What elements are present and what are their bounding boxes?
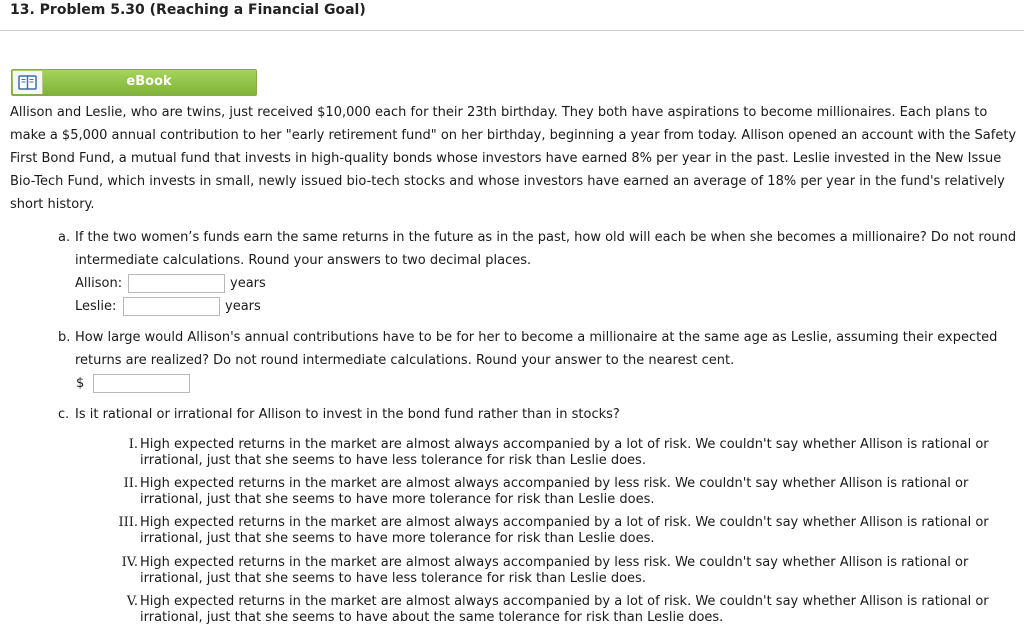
book-icon [13,71,43,94]
part-b-question-line1: How large would Allison's annual contributions have to be for her to become a millionaire at the same age as Leslie, assuming their expected [75,330,998,345]
option-number: IV. [121,555,138,570]
option-text-line2: irrational, just that she seems to have more tolerance for risk than Leslie does. [140,492,655,507]
intro-line: make a $5,000 annual contribution to her "early retirement fund" on her birthday, beginning a year from today. Allison opened an account with the Safety [10,128,1017,143]
ebook-button[interactable] [11,69,257,96]
option-text-line2: irrational, just that she seems to have about the same tolerance for risk than Leslie does. [140,610,724,625]
option-text-line1: High expected returns in the market are almost always accompanied by a lot of risk. We couldn't say whether Allison is rational or [140,437,989,452]
option-number: I. [128,437,138,452]
option-number: III. [118,515,138,530]
option-text-line1: High expected returns in the market are almost always accompanied by a lot of risk. We couldn't say whether Allison is rational or [140,515,989,530]
part-c-question: Is it rational or irrational for Allison to invest in the bond fund rather than in stocks? [75,407,620,422]
part-b-question-line2: returns are realized? Do not round intermediate calculations. Round your answer to the nearest cent. [75,353,735,368]
leslie-unit: years [225,299,261,314]
problem-title: 13. Problem 5.30 (Reaching a Financial Goal) [10,2,366,18]
option-text-line1: High expected returns in the market are almost always accompanied by a lot of risk. We couldn't say whether Allison is rational or [140,594,989,609]
part-a-label: a. [58,230,71,245]
option-text-line2: irrational, just that she seems to have less tolerance for risk than Leslie does. [140,453,646,468]
intro-line: Bio-Tech Fund, which invests in small, newly issued bio-tech stocks and whose investors have earned an average of 18% per year in the fund's relatively [10,174,1005,189]
intro-line: short history. [10,197,95,212]
part-a-question-line2: intermediate calculations. Round your answers to two decimal places. [75,253,532,268]
option-text-line2: irrational, just that she seems to have more tolerance for risk than Leslie does. [140,531,655,546]
contribution-input[interactable] [93,374,190,393]
intro-line: First Bond Fund, a mutual fund that invests in high-quality bonds whose investors have earned 8% per year in the past. Leslie invested in the New Issue [10,151,1002,166]
option-number: II. [123,476,138,491]
problem-intro [10,101,1024,216]
part-c-label: c. [58,407,70,422]
allison-age-input[interactable] [128,274,225,293]
part-a-question-line1: If the two women’s funds earn the same returns in the future as in the past, how old will each be when she becomes a millionaire? Do not round [75,230,1017,245]
currency-symbol: $ [76,376,85,391]
intro-line: Allison and Leslie, who are twins, just received $10,000 each for their 23th birthday. They both have aspirations to become millionaires. Each plans to [10,105,988,120]
option-text-line1: High expected returns in the market are almost always accompanied by less risk. We couldn't say whether Allison is rational or [140,476,969,491]
part-b-label: b. [58,330,71,345]
option-text-line1: High expected returns in the market are almost always accompanied by less risk. We couldn't say whether Allison is rational or [140,555,969,570]
option-number: V. [126,594,138,609]
leslie-label: Leslie: [75,299,117,314]
allison-unit: years [230,276,266,291]
title-divider [0,30,1024,31]
leslie-age-input[interactable] [123,297,220,316]
allison-label: Allison: [75,276,123,291]
ebook-label: eBook [126,74,172,89]
option-text-line2: irrational, just that she seems to have less tolerance for risk than Leslie does. [140,571,646,586]
